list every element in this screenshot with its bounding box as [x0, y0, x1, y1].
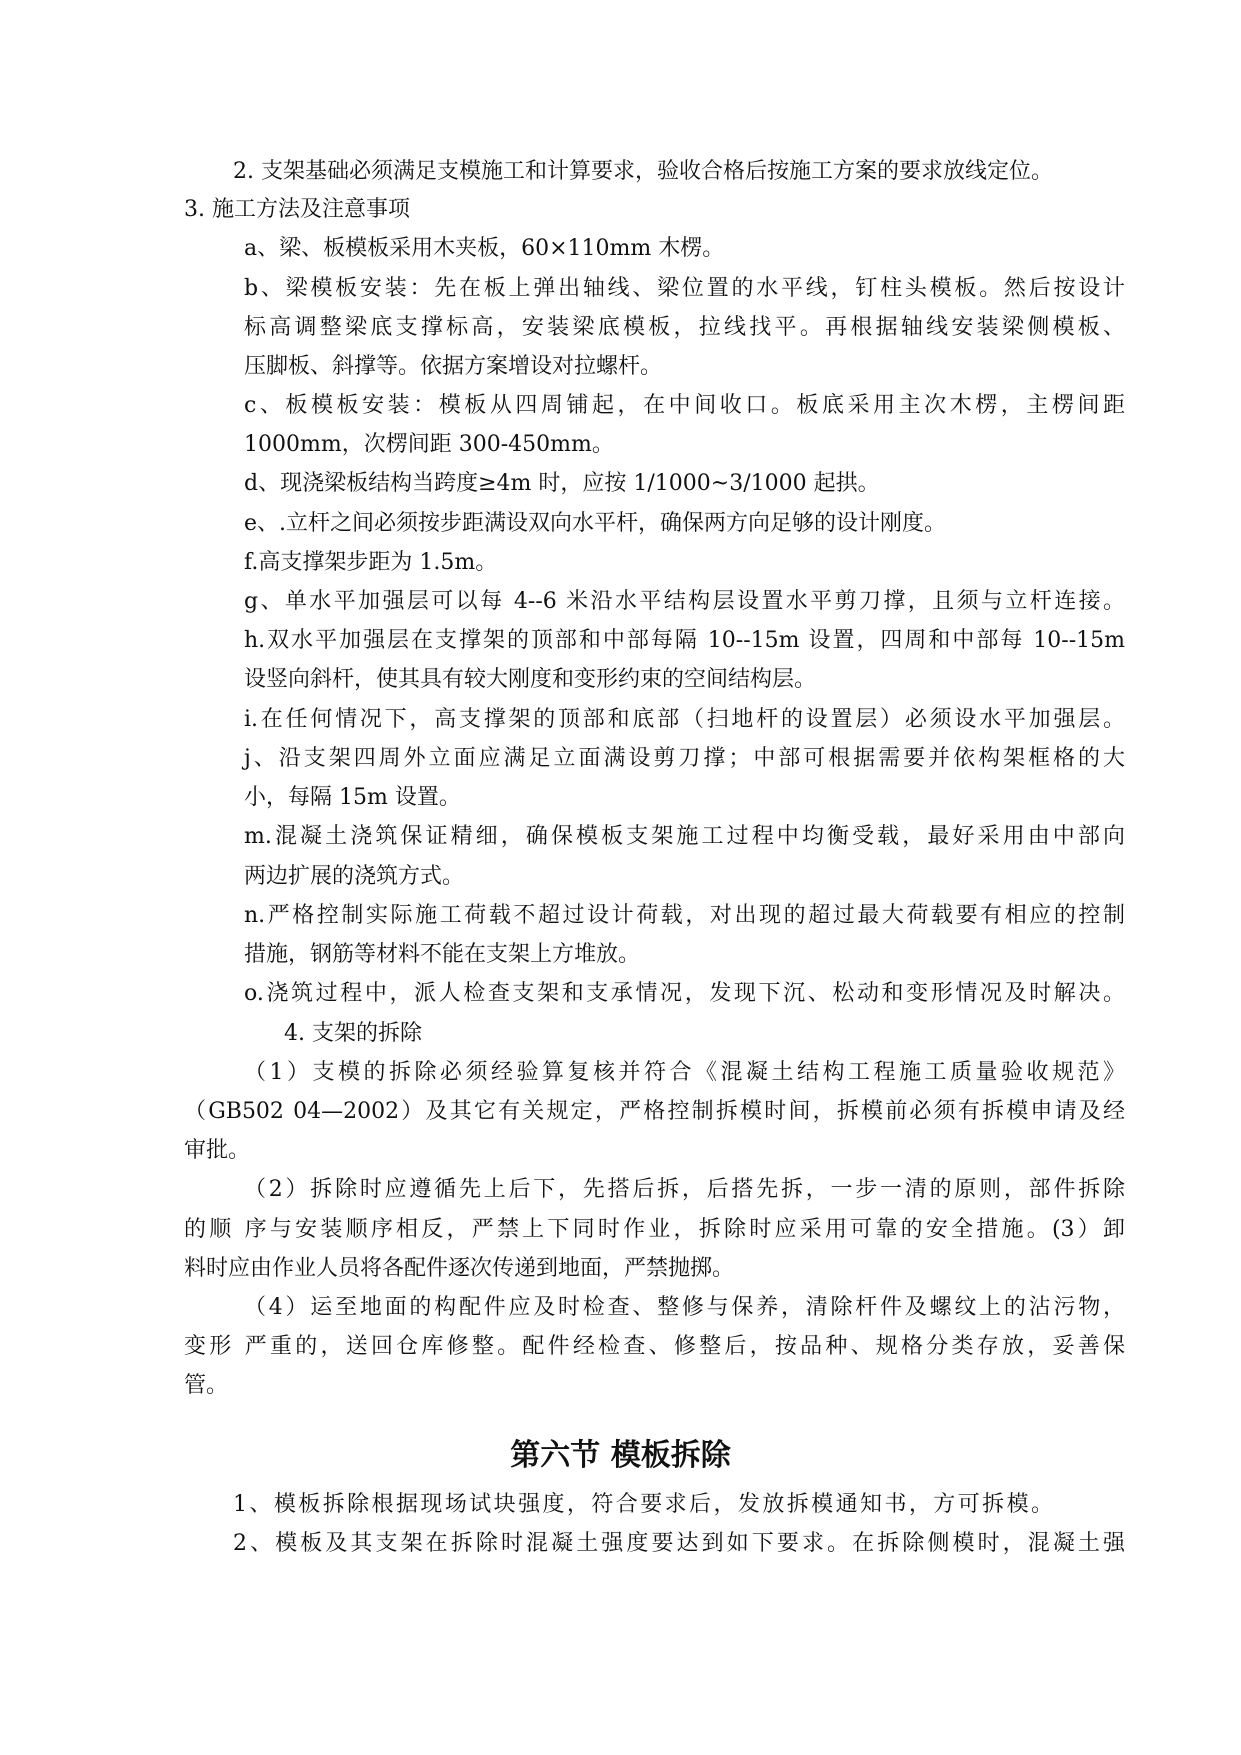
- item-n-line-2: 措施，钢筋等材料不能在支架上方堆放。: [244, 942, 641, 967]
- section-heading: 第六节 模板拆除: [510, 1438, 731, 1473]
- item-m-line-2: 两边扩展的浇筑方式。: [244, 864, 465, 889]
- removal-item-1: 1、模板拆除根据现场试块强度，符合要求后，发放拆模通知书，方可拆模。: [233, 1492, 1053, 1517]
- heading-support-removal: 4. 支架的拆除: [284, 1021, 422, 1046]
- item-g: g、单水平加强层可以每 4--6 米沿水平结构层设置水平剪刀撑，且须与立杆连接。: [244, 589, 1125, 614]
- para-4-line-2: 变形 严重的，送回仓库修整。配件经检查、修整后，按品种、规格分类存放，妥善保: [184, 1334, 1125, 1359]
- item-h-line-2: 设竖向斜杆，使其具有较大刚度和变形约束的空间结构层。: [244, 667, 817, 692]
- item-c-line-1: c、板模板安装：模板从四周铺起，在中间收口。板底采用主次木楞，主楞间距: [244, 393, 1125, 418]
- para-2-line-3: 料时应由作业人员将各配件逐次传递到地面，严禁抛掷。: [184, 1256, 735, 1281]
- item-o: o.浇筑过程中，派人检查支架和支承情况，发现下沉、松动和变形情况及时解决。: [244, 981, 1125, 1006]
- item-j-line-1: j、沿支架四周外立面应满足立面满设剪刀撑；中部可根据需要并依构架框格的大: [244, 746, 1125, 771]
- item-c-line-2: 1000mm，次楞间距 300-450mm。: [244, 432, 614, 457]
- para-1-line-1: （1）支模的拆除必须经验算复核并符合《混凝土结构工程施工质量验收规范》: [244, 1060, 1125, 1085]
- item-a: a、梁、板模板采用木夹板，60×110mm 木楞。: [244, 236, 725, 261]
- para-1-line-2: （GB502 04—2002）及其它有关规定，严格控制拆模时间，拆模前必须有拆模申请及经: [184, 1099, 1125, 1124]
- item-m-line-1: m.混凝土浇筑保证精细，确保模板支架施工过程中均衡受载，最好采用由中部向: [244, 824, 1125, 849]
- heading-construction-method: 3. 施工方法及注意事项: [184, 197, 410, 222]
- item-j-line-2: 小，每隔 15m 设置。: [244, 785, 461, 810]
- para-2-line-2: 的顺 序与安装顺序相反，严禁上下同时作业，拆除时应采用可靠的安全措施。(3）卸: [184, 1217, 1125, 1242]
- item-h-line-1: h.双水平加强层在支撑架的顶部和中部每隔 10--15m 设置，四周和中部每 10--15m: [244, 628, 1125, 653]
- para-1-line-3: 审批。: [184, 1138, 251, 1163]
- item-b-line-1: b、梁模板安装：先在板上弹出轴线、梁位置的水平线，钉柱头模板。然后按设计: [244, 276, 1125, 301]
- para-4-line-3: 管。: [184, 1373, 229, 1398]
- item-d: d、现浇梁板结构当跨度≥4m 时，应按 1/1000~3/1000 起拱。: [244, 471, 880, 496]
- item-b-line-3: 压脚板、斜撑等。依据方案增设对拉螺杆。: [244, 354, 663, 379]
- item-f: f.高支撑架步距为 1.5m。: [244, 550, 498, 575]
- item-b-line-2: 标高调整梁底支撑标高，安装梁底模板，拉线找平。再根据轴线安装梁侧模板、: [244, 315, 1125, 340]
- item-n-line-1: n.严格控制实际施工荷载不超过设计荷载，对出现的超过最大荷载要有相应的控制: [244, 903, 1125, 928]
- para-support-foundation: 2. 支架基础必须满足支模施工和计算要求，验收合格后按施工方案的要求放线定位。: [233, 159, 1053, 184]
- item-e: e、.立杆之间必须按步距满设双向水平杆，确保两方向足够的设计刚度。: [244, 511, 947, 536]
- item-i: i.在任何情况下，高支撑架的顶部和底部（扫地杆的设置层）必须设水平加强层。: [244, 707, 1125, 732]
- removal-item-2: 2、模板及其支架在拆除时混凝土强度要达到如下要求。在拆除侧模时，混凝土强: [233, 1531, 1125, 1556]
- para-2-line-1: （2）拆除时应遵循先上后下，先搭后拆，后搭先拆，一步一清的原则，部件拆除: [244, 1177, 1125, 1202]
- para-4-line-1: （4）运至地面的构配件应及时检查、整修与保养，清除杆件及螺纹上的沾污物，: [244, 1295, 1125, 1320]
